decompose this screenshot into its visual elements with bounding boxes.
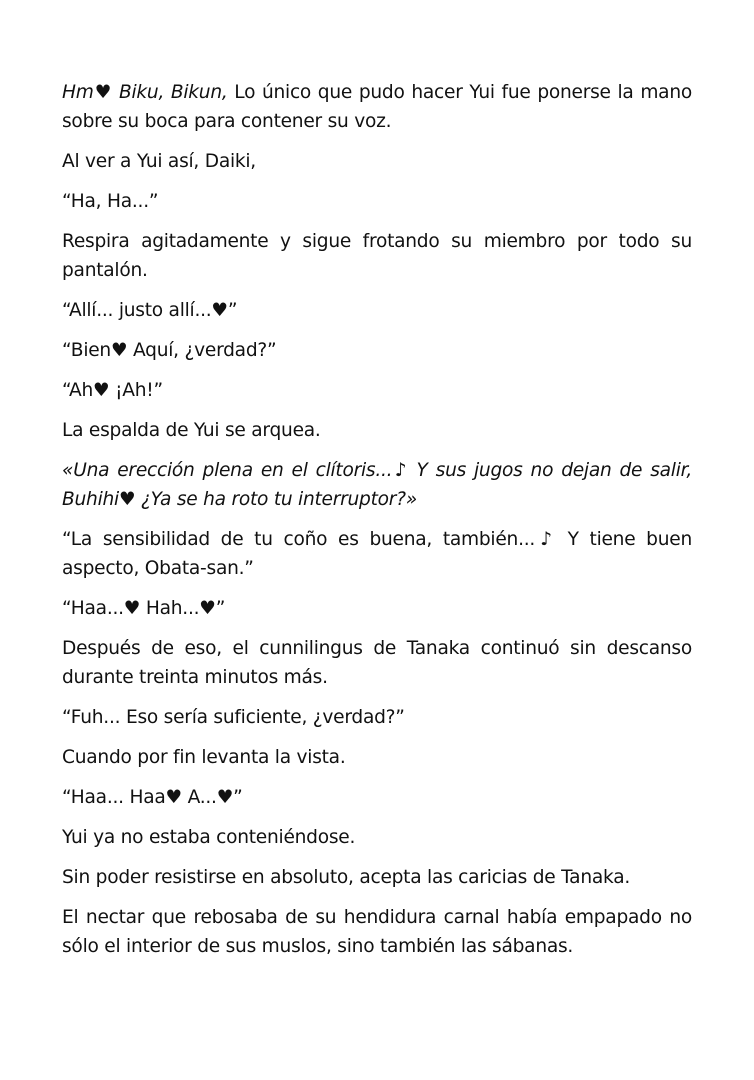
paragraph-1-text: Lo único que pudo hacer Yui fue ponerse la mano sobre su boca para contener su voz.	[62, 82, 692, 132]
paragraph-2: Al ver a Yui así, Daiki,	[62, 151, 256, 172]
paragraph-15: “Haa... Haa♥ A...♥”	[62, 787, 243, 808]
paragraph-5: “Allí... justo allí...♥”	[62, 300, 238, 321]
paragraph-1	[62, 78, 692, 136]
paragraph-4: Respira agitadamente y sigue frotando su miembro por todo su pantalón.	[62, 231, 692, 281]
paragraph-17: Sin poder resistirse en absoluto, acepta las caricias de Tanaka.	[62, 867, 630, 888]
paragraph-18: El nectar que rebosaba de su hendidura carnal había empapado no sólo el interior de sus muslos, sino también las sábanas.	[62, 907, 692, 957]
paragraph-11: “Haa...♥ Hah...♥”	[62, 598, 226, 619]
paragraph-16: Yui ya no estaba conteniéndose.	[62, 827, 356, 848]
paragraph-7: “Ah♥ ¡Ah!”	[62, 380, 163, 401]
paragraph-1-italic-lead: Hm♥ Biku, Bikun,	[62, 82, 228, 103]
paragraph-14: Cuando por fin levanta la vista.	[62, 747, 346, 768]
paragraph-3: “Ha, Ha...”	[62, 191, 159, 212]
paragraph-12: Después de eso, el cunnilingus de Tanaka continuó sin descanso durante treinta minutos más.	[62, 638, 692, 688]
paragraph-9: «Una erección plena en el clítoris...♪ Y sus jugos no dejan de salir, Buhihi♥ ¿Ya se ha roto tu interruptor?»	[62, 460, 692, 510]
paragraph-13: “Fuh... Eso sería suficiente, ¿verdad?”	[62, 707, 405, 728]
paragraph-8: La espalda de Yui se arquea.	[62, 420, 321, 441]
paragraph-6: “Bien♥ Aquí, ¿verdad?”	[62, 340, 277, 361]
document-page	[62, 78, 692, 972]
paragraph-10: “La sensibilidad de tu coño es buena, también...♪ Y tiene buen aspecto, Obata-san.”	[62, 529, 692, 579]
